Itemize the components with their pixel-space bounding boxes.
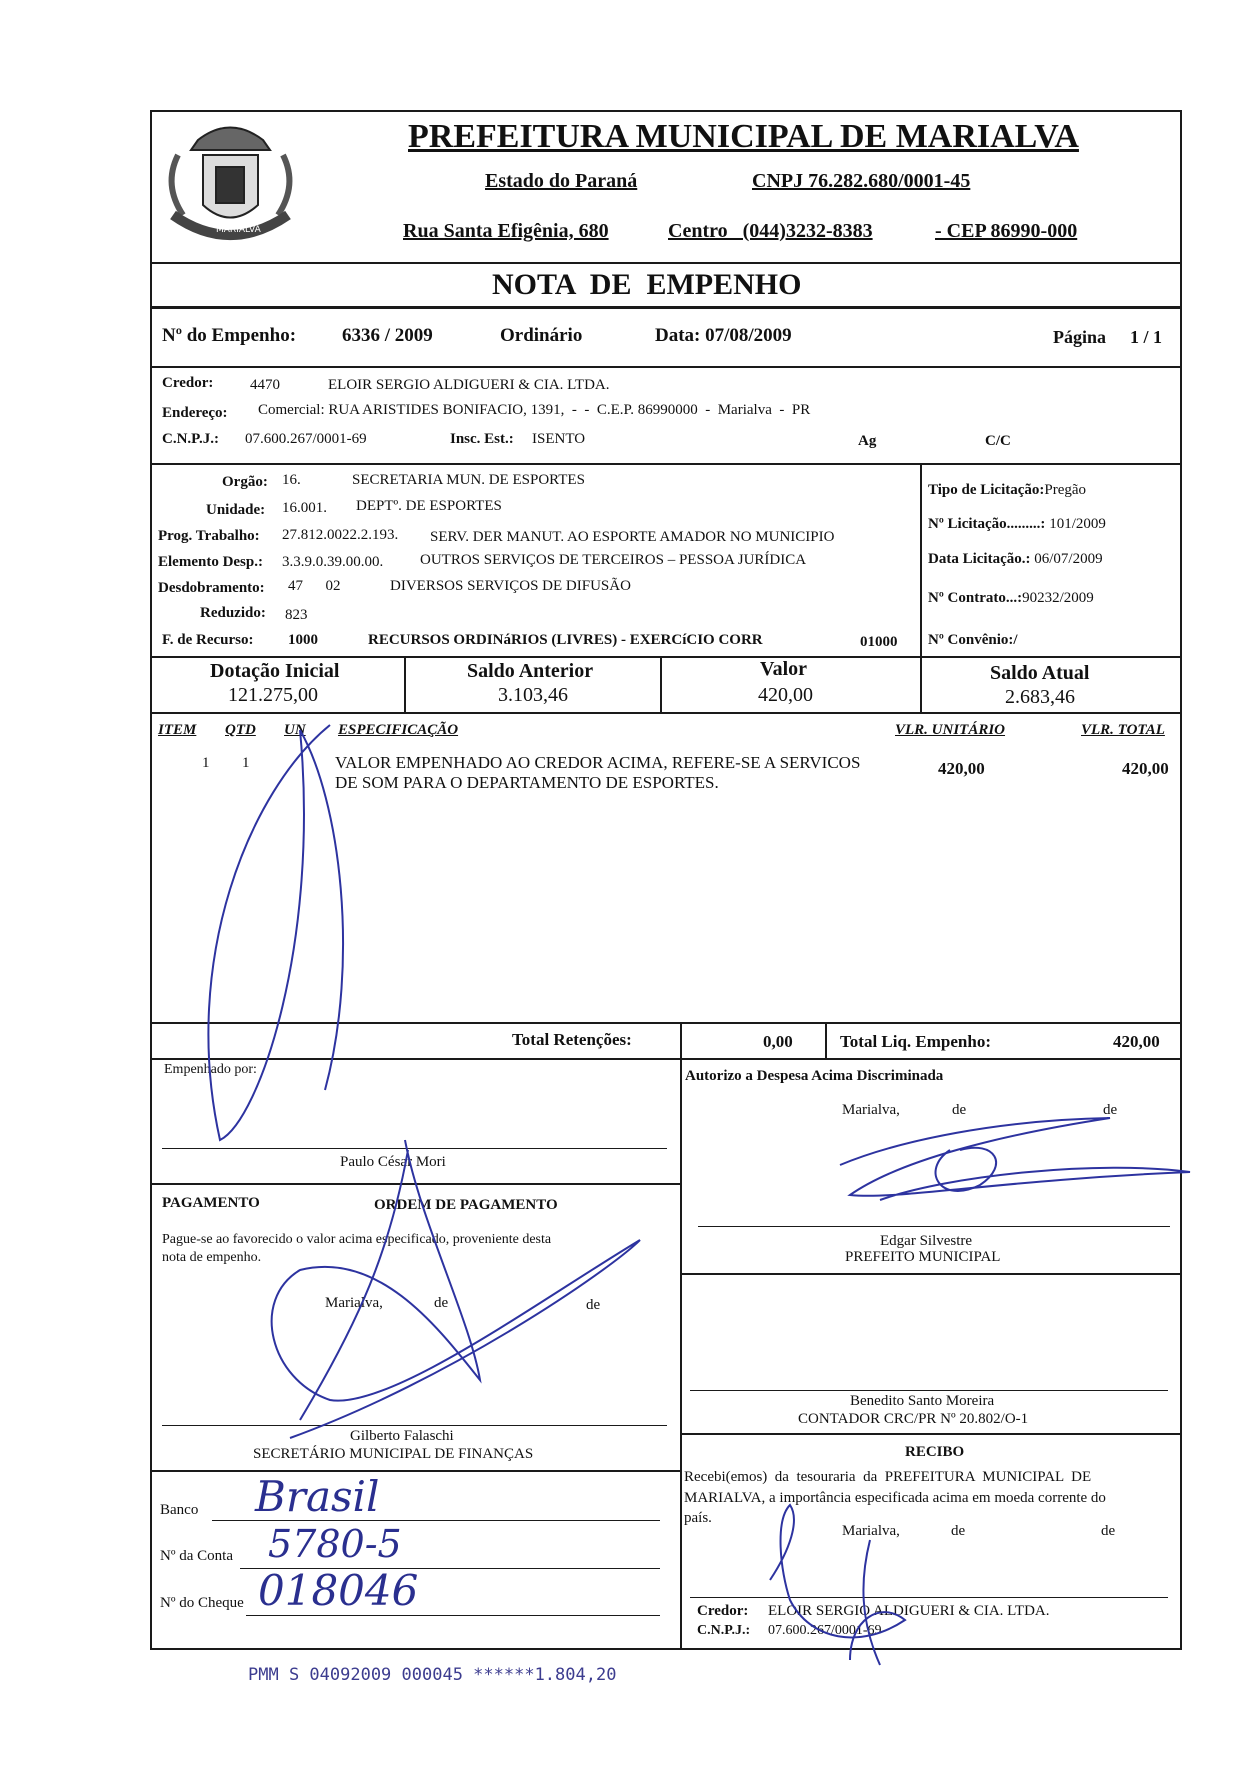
item-number: 1 [202,755,210,771]
item-unit-value: 420,00 [938,759,985,778]
elemento-name: OUTROS SERVIÇOS DE TERCEIROS – PESSOA JURÍDICA [420,552,807,568]
contrato-label: Nº Contrato...:90232/2009 [928,590,1094,606]
desdobramento-name: DIVERSOS SERVIÇOS DE DIFUSÃO [390,578,631,594]
unidade-label: Unidade: [206,502,266,518]
autorizo-city: Marialva, [842,1102,900,1118]
saldo-anterior-value: 3.103,46 [498,684,568,706]
unidade-code: 16.001. [282,500,327,516]
prog-code: 27.812.0022.2.193. [282,527,399,543]
credor-address: Comercial: RUA ARISTIDES BONIFACIO, 1391, - - C.E.P. 86990000 - Marialva - PR [258,402,811,418]
col-qtd: QTD [225,722,256,738]
reduzido-label: Reduzido: [200,605,266,621]
financas-name: Gilberto Falaschi [350,1428,454,1444]
fonte-ref: 01000 [860,634,898,650]
divider [150,1470,680,1472]
credor-cnpj: 07.600.267/0001-69 [245,431,367,447]
banco-label: Banco [160,1502,199,1518]
page-label: Página [1053,327,1107,347]
cep-label: - CEP 86990-000 [935,220,1078,242]
recibo-text: Recebi(emos) da tesouraria da PREFEITURA MUNICIPAL DE [684,1469,1092,1485]
divider [150,1183,680,1185]
col-vlr-unitario: VLR. UNITÁRIO [895,722,1006,738]
divider [150,1058,1182,1060]
svg-text:MARIALVA: MARIALVA [216,225,261,235]
conta-label: Nº da Conta [160,1548,233,1564]
cnpj-label: CNPJ 76.282.680/0001-45 [752,170,971,192]
conta-value: 5780-5 [268,1522,402,1566]
recibo-cnpj-label: C.N.P.J.: [697,1623,751,1638]
page-title: PREFEITURA MUNICIPAL DE MARIALVA [408,118,1079,155]
col-un: UN [284,722,306,738]
divider [150,712,1182,714]
prog-name: SERV. DER MANUT. AO ESPORTE AMADOR NO MUNICIPIO [430,529,835,545]
empenhado-label: Empenhado por: [164,1062,257,1077]
divider [680,1022,682,1060]
item-description-cont: DE SOM PARA O DEPARTAMENTO DE ESPORTES. [335,773,719,792]
divider [825,1022,827,1060]
liq-empenho-label: Total Liq. Empenho: [840,1032,991,1051]
valor-value: 420,00 [758,684,813,706]
divider [150,1022,1182,1024]
elemento-code: 3.3.9.0.39.00.00. [282,554,384,570]
cc-label: C/C [985,433,1011,449]
cheque-line [246,1615,660,1616]
convenio-label: Nº Convênio:/ [928,632,1018,648]
valor-label: Valor [760,658,808,680]
item-qtd: 1 [242,755,250,771]
cheque-value: 018046 [258,1566,419,1615]
address-label: Rua Santa Efigênia, 680 [403,220,609,242]
empenhado-name: Paulo César Mori [340,1154,446,1170]
insc-value: ISENTO [532,431,586,447]
credor-name: ELOIR SERGIO ALDIGUERI & CIA. LTDA. [328,377,610,393]
orgao-code: 16. [282,472,301,488]
recibo-text-cont: MARIALVA, a importância especificada acima em moeda corrente do [684,1490,1106,1506]
divider [660,656,662,712]
pagamento-label: PAGAMENTO [162,1195,260,1211]
divider [150,262,1182,264]
signature-line [162,1148,667,1149]
saldo-atual-value: 2.683,46 [1005,686,1075,708]
ag-label: Ag [858,433,877,449]
fonte-code: 1000 [288,632,318,648]
divider [920,463,922,656]
col-vlr-total: VLR. TOTAL [1081,722,1165,738]
pagamento-city: Marialva, [325,1295,383,1311]
item-total-value: 420,00 [1122,759,1169,778]
empenho-type: Ordinário [500,325,583,346]
city-coat-of-arms [158,115,303,255]
pagamento-de2: de [586,1297,601,1313]
document-title: NOTA DE EMPENHO [492,268,802,301]
autorizo-de2: de [1103,1102,1118,1118]
contador-name: Benedito Santo Moreira [850,1393,995,1409]
autorizo-de1: de [952,1102,967,1118]
desdobramento-code: 47 02 [288,578,341,594]
contador-role: CONTADOR CRC/PR Nº 20.802/O-1 [798,1411,1029,1427]
reduzido-code: 823 [285,607,308,623]
licitacao-data-label: Data Licitação.: 06/07/2009 [928,551,1103,567]
signature-line [690,1390,1168,1391]
pagamento-text: Pague-se ao favorecido o valor acima especificado, proveniente desta [162,1232,552,1247]
item-description: VALOR EMPENHADO AO CREDOR ACIMA, REFERE-SE A SERVICOS [335,753,861,772]
signature-line [162,1425,667,1426]
recibo-de2: de [1101,1523,1116,1539]
divider [680,1273,1182,1275]
retencoes-value: 0,00 [763,1032,793,1051]
unidade-name: DEPTº. DE ESPORTES [356,498,502,514]
divider [680,1433,1182,1435]
orgao-name: SECRETARIA MUN. DE ESPORTES [352,472,585,488]
cheque-label: Nº do Cheque [160,1595,244,1611]
saldo-atual-label: Saldo Atual [990,662,1090,684]
recibo-de1: de [951,1523,966,1539]
signature-line [690,1597,1168,1598]
fonte-label: F. de Recurso: [162,632,254,648]
divider [920,656,922,712]
prog-label: Prog. Trabalho: [158,528,260,544]
divider [150,306,1182,309]
divider [150,366,1182,368]
insc-label: Insc. Est.: [450,431,514,447]
orgao-label: Orgão: [222,474,268,490]
divider [680,1058,682,1648]
dotacao-label: Dotação Inicial [210,660,340,682]
empenho-number: 6336 / 2009 [342,325,433,346]
recibo-credor-label: Credor: [697,1603,749,1619]
address-field-label: Endereço: [162,405,228,421]
ordem-pagamento-label: ORDEM DE PAGAMENTO [374,1197,558,1213]
credor-code: 4470 [250,377,280,393]
divider [150,463,1182,465]
recibo-city: Marialva, [842,1523,900,1539]
empenho-date: Data: 07/08/2009 [655,325,792,346]
licitacao-num-label: Nº Licitação.........: 101/2009 [928,516,1106,532]
financas-role: SECRETÁRIO MUNICIPAL DE FINANÇAS [253,1446,534,1462]
prefeito-name: Edgar Silvestre [880,1233,973,1249]
prefeito-role: PREFEITO MUNICIPAL [845,1249,1001,1265]
cnpj-field-label: C.N.P.J.: [162,431,219,447]
fonte-name: RECURSOS ORDINáRIOS (LIVRES) - EXERCíCIO CORR [368,632,763,648]
pagamento-text-cont: nota de empenho. [162,1250,262,1265]
desdobramento-label: Desdobramento: [158,580,265,596]
recibo-credor: ELOIR SERGIO ALDIGUERI & CIA. LTDA. [768,1603,1050,1619]
elemento-label: Elemento Desp.: [158,554,263,570]
divider [150,656,1182,658]
recibo-label: RECIBO [905,1444,965,1460]
state-label: Estado do Paraná [485,170,638,192]
payment-stamp: PMM S 04092009 000045 ******1.804,20 [248,1665,617,1685]
saldo-anterior-label: Saldo Anterior [467,660,594,682]
credor-label: Credor: [162,375,214,391]
retencoes-label: Total Retenções: [512,1030,632,1049]
banco-value: Brasil [255,1472,380,1521]
col-especificacao: ESPECIFICAÇÃO [338,722,459,738]
liq-empenho-value: 420,00 [1113,1032,1160,1051]
divider [404,656,406,712]
page-number: 1 / 1 [1130,327,1163,347]
recibo-cnpj: 07.600.267/0001-69 [768,1623,882,1638]
empenho-label: Nº do Empenho: [162,325,297,346]
district-phone: Centro (044)3232-8383 [668,220,873,242]
autorizo-label: Autorizo a Despesa Acima Discriminada [685,1068,944,1084]
recibo-text-end: país. [684,1510,712,1526]
col-item: ITEM [158,722,197,738]
signature-line [698,1226,1170,1227]
licitacao-tipo-label: Tipo de Licitação:Pregão [928,482,1087,498]
dotacao-value: 121.275,00 [228,684,318,706]
pagamento-de1: de [434,1295,449,1311]
